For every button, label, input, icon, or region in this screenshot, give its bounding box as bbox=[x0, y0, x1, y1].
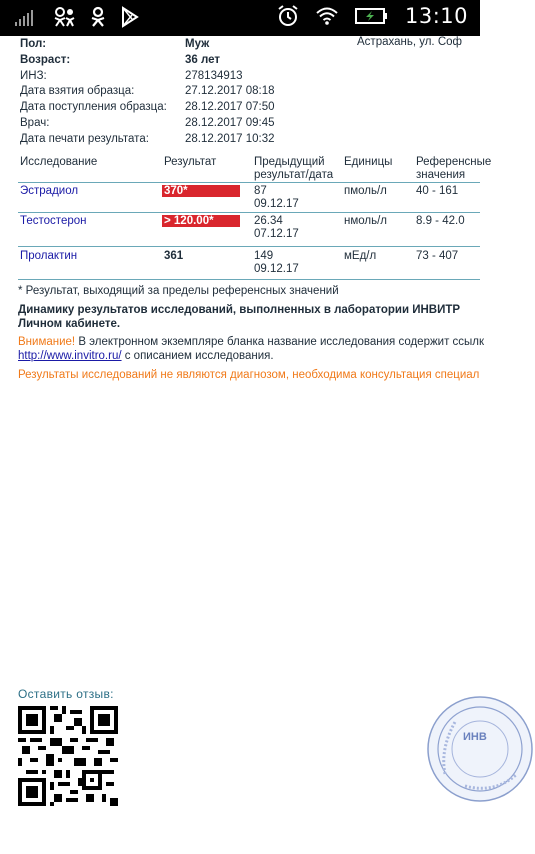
header-reference-line2: значения bbox=[416, 169, 466, 181]
warning-prefix: Внимание! bbox=[18, 336, 76, 348]
units: пмоль/л bbox=[344, 185, 387, 197]
wifi-icon bbox=[315, 6, 339, 26]
study-link-testosterone[interactable]: Тестостерон bbox=[20, 215, 87, 227]
table-divider bbox=[18, 212, 480, 213]
odnoklassniki-icon bbox=[52, 6, 76, 28]
result-flagged: 370* bbox=[162, 185, 240, 197]
review-label: Оставить отзыв: bbox=[18, 687, 114, 701]
header-result: Результат bbox=[164, 156, 217, 168]
info-value: 28.12.2017 09:45 bbox=[185, 117, 275, 129]
previous-value: 149 bbox=[254, 250, 274, 262]
info-label: ИНЗ: bbox=[20, 70, 47, 82]
header-reference bbox=[416, 156, 491, 182]
status-bar bbox=[0, 0, 480, 36]
header-study: Исследование bbox=[20, 156, 98, 168]
reference-range: 40 - 161 bbox=[416, 185, 459, 197]
header-previous bbox=[254, 156, 333, 182]
lab-stamp bbox=[425, 694, 535, 804]
reference-range: 8.9 - 42.0 bbox=[416, 215, 465, 227]
info-label: Дата взятия образца: bbox=[20, 85, 135, 97]
battery-charging-icon bbox=[355, 7, 389, 25]
odnoklassniki-icon bbox=[90, 6, 106, 28]
previous-date: 09.12.17 bbox=[254, 263, 299, 275]
warning-suffix: с описанием исследования. bbox=[121, 350, 274, 362]
previous-value: 26.34 bbox=[254, 215, 283, 227]
footnote: * Результат, выходящий за пределы референсных значений bbox=[18, 285, 339, 297]
result-value: 361 bbox=[164, 250, 184, 262]
play-store-icon bbox=[120, 6, 140, 28]
signal-icon bbox=[14, 7, 38, 27]
info-value: 27.12.2017 08:18 bbox=[185, 85, 275, 97]
invitro-link[interactable]: http://www.invitro.ru/ bbox=[18, 350, 122, 362]
header-units: Единицы bbox=[344, 156, 393, 168]
warning-text: В электронном экземпляре бланка название исследования содержит ссылк bbox=[75, 336, 485, 348]
study-link-prolactin[interactable]: Пролактин bbox=[20, 250, 78, 262]
info-value: 278134913 bbox=[185, 70, 243, 82]
info-label: Врач: bbox=[20, 117, 50, 129]
previous-date: 07.12.17 bbox=[254, 228, 299, 240]
info-label: Возраст: bbox=[20, 54, 71, 66]
lab-address: Астрахань, ул. Соф bbox=[357, 36, 462, 48]
result-flagged: > 120.00* bbox=[162, 215, 240, 227]
status-time: 13:10 bbox=[404, 4, 468, 28]
header-previous-line1: Предыдущий bbox=[254, 156, 325, 168]
info-label: Дата печати результата: bbox=[20, 133, 149, 145]
table-divider bbox=[18, 246, 480, 247]
units: мЕд/л bbox=[344, 250, 377, 262]
qr-code[interactable] bbox=[18, 706, 118, 806]
dynamics-note bbox=[18, 303, 460, 331]
info-value: 28.12.2017 07:50 bbox=[185, 101, 275, 113]
info-value: 36 лет bbox=[185, 54, 221, 66]
table-divider bbox=[18, 279, 480, 280]
previous-date: 09.12.17 bbox=[254, 198, 299, 210]
info-label: Пол: bbox=[20, 38, 47, 50]
table-header bbox=[18, 154, 498, 182]
diagnosis-notice: Результаты исследований не являются диагнозом, необходима консультация специал bbox=[18, 369, 480, 381]
dynamics-line2: Личном кабинете. bbox=[18, 318, 121, 330]
units: нмоль/л bbox=[344, 215, 388, 227]
lab-report-page bbox=[0, 36, 492, 854]
table-divider bbox=[18, 182, 480, 183]
results-table bbox=[18, 154, 498, 275]
alarm-icon bbox=[277, 4, 299, 28]
header-previous-line2: результат/дата bbox=[254, 169, 334, 181]
reference-range: 73 - 407 bbox=[416, 250, 459, 262]
warning-note bbox=[18, 335, 484, 363]
dynamics-line1: Динамику результатов исследований, выполненных в лаборатории ИНВИТР bbox=[18, 304, 461, 316]
study-link-estradiol[interactable]: Эстрадиол bbox=[20, 185, 79, 197]
info-value: 28.12.2017 10:32 bbox=[185, 133, 275, 145]
info-label: Дата поступления образца: bbox=[20, 101, 167, 113]
stamp-text: ИНВ bbox=[463, 731, 487, 743]
previous-value: 87 bbox=[254, 185, 267, 197]
info-value: Муж bbox=[185, 38, 210, 50]
header-reference-line1: Референсные bbox=[416, 156, 492, 168]
